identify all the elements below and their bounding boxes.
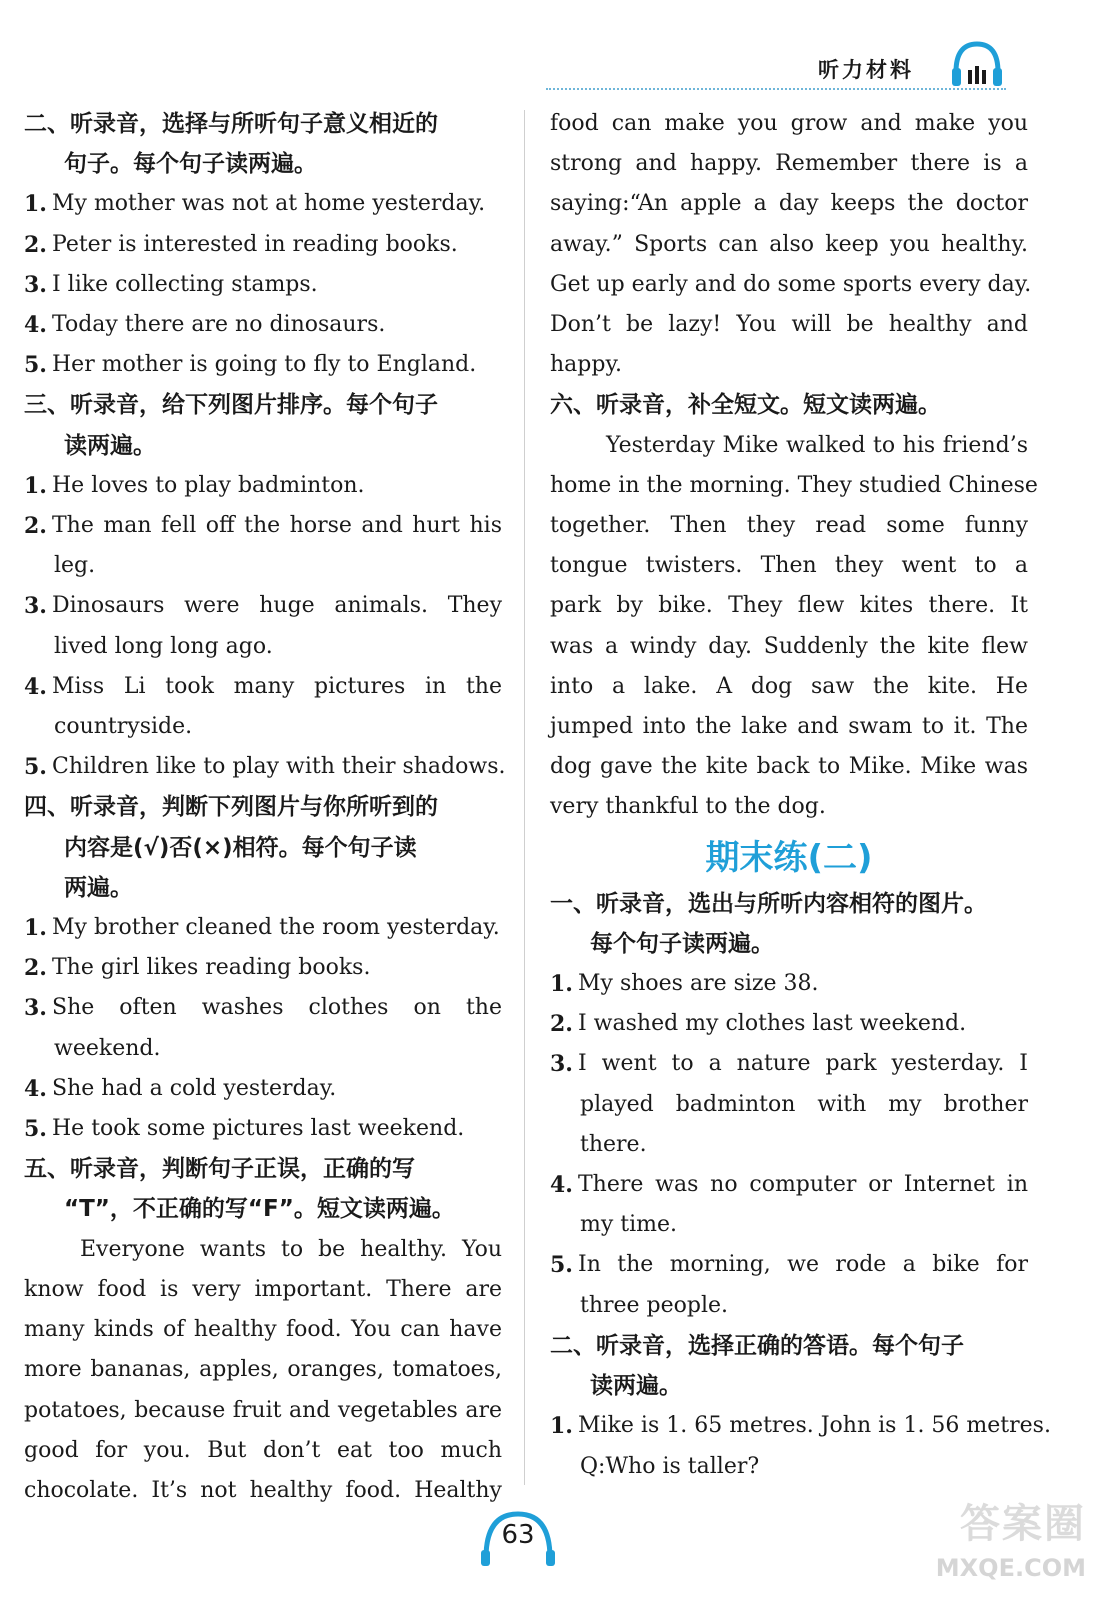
paragraph-line: Everyone wants to be healthy. You [80, 1236, 502, 1262]
list-item: 5. Children like to play with their shadows. [24, 754, 506, 781]
list-item: 3. I went to a nature park yesterday. I [550, 1051, 1028, 1078]
section-3-heading: 三、听录音，给下列图片排序。每个句子 读两遍。 [24, 392, 438, 459]
watermark [935, 1492, 1086, 1582]
paragraph-line: into a lake. A dog saw the kite. He [550, 673, 1028, 699]
list-item: 3. She often washes clothes on the [24, 995, 502, 1022]
list-item-cont: lived long long ago. [54, 633, 273, 659]
list-item: 1. My mother was not at home yesterday. [24, 191, 486, 218]
paragraph-line: Yesterday Mike walked to his friend’s [606, 432, 1028, 458]
paragraph-line: saying:“An apple a day keeps the doctor [550, 191, 1028, 217]
paragraph-line: many kinds of healthy food. You can have [24, 1317, 502, 1343]
list-item: 1. My shoes are size 38. [550, 971, 819, 998]
list-item: 2. I washed my clothes last weekend. [550, 1011, 967, 1038]
list-item: 1. He loves to play badminton. [24, 472, 365, 499]
list-item-cont: Q:Who is taller? [580, 1453, 760, 1479]
section-4-heading: 四、听录音，判断下列图片与你所听到的 内容是(√)否(×)相符。每个句子读 两遍。 [24, 794, 438, 901]
headphones-icon [948, 38, 1006, 90]
list-item: 5. In the morning, we rode a bike for [550, 1252, 1028, 1279]
list-item-cont: leg. [54, 553, 96, 579]
paragraph-line: jumped into the lake and swam to it. The [550, 714, 1028, 740]
paragraph-line: strong and happy. Remember there is a [550, 151, 1028, 177]
paragraph-line: was a windy day. Suddenly the kite flew [550, 633, 1028, 659]
exam-part-2-heading: 二、听录音，选择正确的答语。每个句子 读两遍。 [550, 1332, 964, 1400]
paragraph-line: Don’t be lazy! You will be healthy and [550, 312, 1028, 338]
section-5-heading: 五、听录音，判断句子正误，正确的写 “T”，不正确的写“F”。短文读两遍。 [24, 1156, 455, 1223]
left-column [24, 104, 506, 1511]
list-item: 4. There was no computer or Internet in [550, 1172, 1028, 1199]
paragraph-line: park by bike. They flew kites there. It [550, 593, 1028, 619]
watermark-logo: 答案圈 [960, 1501, 1086, 1547]
paragraph-line: potatoes, because fruit and vegetables are [24, 1397, 502, 1423]
paragraph-line: together. Then they read some funny [550, 513, 1028, 539]
list-item: 4. Today there are no dinosaurs. [24, 312, 386, 339]
page-number-text: 63 [501, 1520, 535, 1550]
header-title: 听力材料 [818, 58, 914, 82]
paragraph-line: happy. [550, 352, 622, 378]
header-dotted-rule [546, 88, 1006, 90]
list-item: 2. The man fell off the horse and hurt his [24, 513, 502, 540]
paragraph-line: very thankful to the dog. [550, 794, 826, 820]
section-6-heading: 六、听录音，补全短文。短文读两遍。 [550, 392, 941, 419]
paragraph-line: tongue twisters. Then they went to a [550, 553, 1028, 579]
list-item: 1. My brother cleaned the room yesterday. [24, 915, 500, 942]
paragraph-line: food can make you grow and make you [550, 111, 1028, 136]
list-item-cont: three people. [580, 1292, 729, 1318]
list-item: 2. Peter is interested in reading books. [24, 231, 458, 258]
section-2-heading: 二、听录音，选择与所听句子意义相近的 句子。每个句子读两遍。 [24, 111, 438, 178]
list-item: 5. He took some pictures last weekend. [24, 1116, 465, 1143]
column-divider [524, 110, 525, 1485]
page-header [46, 30, 1006, 90]
watermark-url: MXQE.COM [935, 1554, 1086, 1582]
exam-part-1-heading: 一、听录音，选出与所听内容相符的图片。 每个句子读两遍。 [550, 890, 987, 957]
paragraph-line: away.” Sports can also keep you healthy. [550, 231, 1028, 257]
paragraph-line: chocolate. It’s not healthy food. Healthy [24, 1477, 502, 1503]
list-item: 4. Miss Li took many pictures in the [24, 673, 502, 700]
right-column [550, 104, 1051, 1487]
paragraph-line: good for you. But don’t eat too much [24, 1437, 502, 1463]
paragraph-line: home in the morning. They studied Chinese [550, 472, 1038, 498]
list-item: 5. Her mother is going to fly to England. [24, 352, 477, 379]
paragraph-line: know food is very important. There are [24, 1276, 502, 1302]
list-item: 3. I like collecting stamps. [24, 271, 318, 298]
list-item-cont: there. [580, 1131, 647, 1157]
paragraph-line: Get up early and do some sports every day. [550, 271, 1032, 297]
section-title: 期末练(二) [705, 837, 873, 878]
list-item: 1. Mike is 1. 65 metres. John is 1. 56 metres. [550, 1413, 1051, 1440]
list-item-cont: my time. [580, 1212, 678, 1238]
list-item: 4. She had a cold yesterday. [24, 1075, 337, 1102]
list-item-cont: countryside. [54, 714, 193, 740]
list-item-cont: played badminton with my brother [580, 1091, 1028, 1117]
list-item-cont: weekend. [54, 1035, 161, 1061]
page-number [478, 1500, 558, 1570]
list-item: 2. The girl likes reading books. [24, 955, 371, 982]
paragraph-line: dog gave the kite back to Mike. Mike was [550, 754, 1028, 780]
list-item: 3. Dinosaurs were huge animals. They [24, 593, 502, 620]
paragraph-line: more bananas, apples, oranges, tomatoes, [24, 1357, 502, 1383]
